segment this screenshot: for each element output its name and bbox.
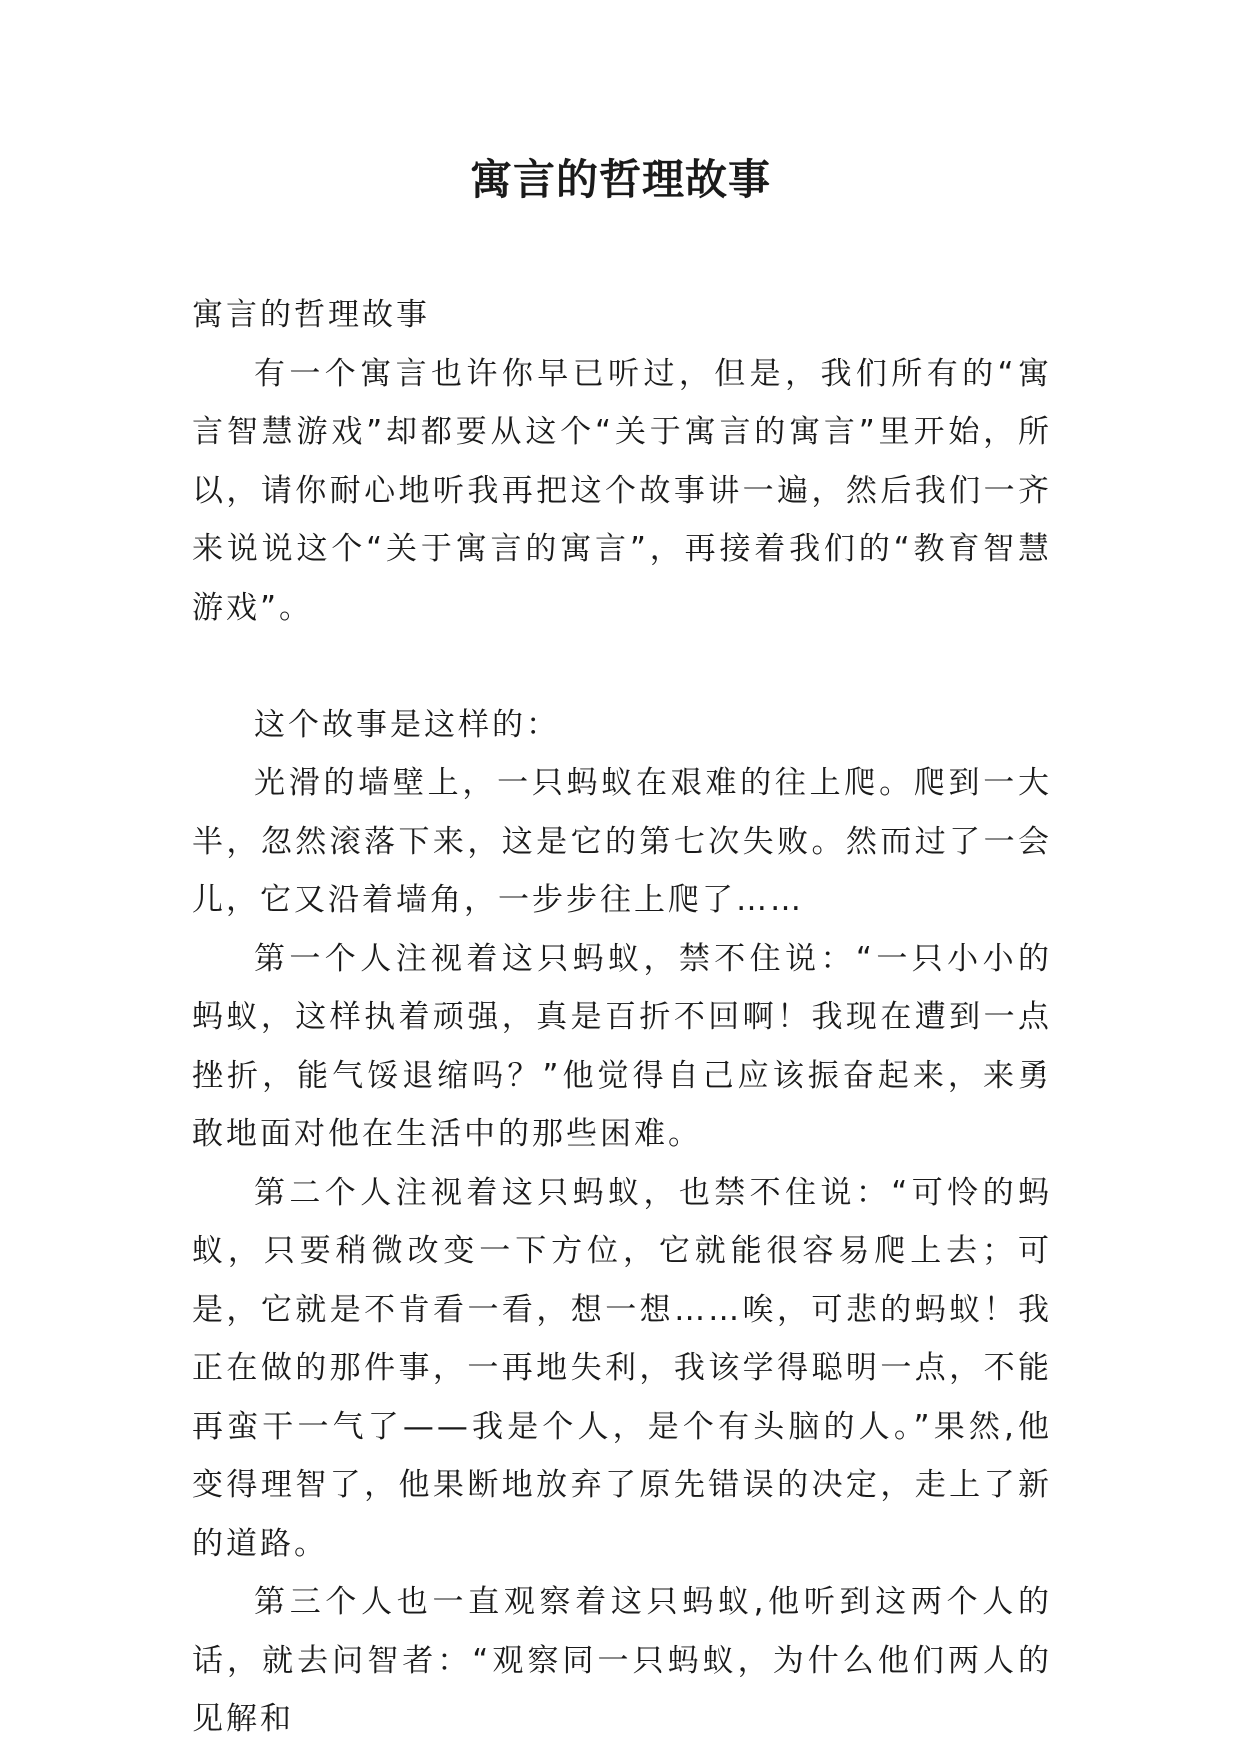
- paragraph-ant-climbing: 光滑的墙壁上，一只蚂蚁在艰难的往上爬。爬到一大半，忽然滚落下来，这是它的第七次失败。然而过了一会儿，它又沿着墙角，一步步往上爬了……: [192, 765, 1052, 918]
- section-heading: 寓言的哲理故事: [192, 297, 430, 333]
- paragraph-first-person: 第一个人注视着这只蚂蚁，禁不住说：“一只小小的蚂蚁，这样执着顽强，真是百折不回啊！我现在遭到一点挫折，能气馁退缩吗？”他觉得自己应该振奋起来，来勇敢地面对他在生活中的那些困难。: [192, 940, 1052, 1152]
- paragraph-third-person: 第三个人也一直观察着这只蚂蚁,他听到这两个人的话，就去问智者：“观察同一只蚂蚁，为什么他们两人的见解和: [192, 1584, 1052, 1737]
- paragraph-story-lead: 这个故事是这样的：: [254, 706, 560, 743]
- document-title: 寓言的哲理故事: [469, 155, 771, 204]
- document-body: [192, 286, 1052, 1749]
- blank-line: [192, 637, 1052, 696]
- paragraph-second-person: 第二个人注视着这只蚂蚁，也禁不住说：“可怜的蚂蚁，只要稍微改变一下方位，它就能很容易爬上去；可是，它就是不肯看一看，想一想……唉，可悲的蚂蚁！我正在做的那件事，一再地失利，我该学得聪明一点，不能再蛮干一气了——我是个人，是个有头脑的人。”果然,他变得理智了，他果断地放弃了原先错误的决定，走上了新的道路。: [192, 1174, 1052, 1562]
- paragraph-intro: 有一个寓言也许你早已听过，但是，我们所有的“寓言智慧游戏”却都要从这个“关于寓言的寓言”里开始，所以，请你耐心地听我再把这个故事讲一遍，然后我们一齐来说说这个“关于寓言的寓言”，再接着我们的“教育智慧游戏”。: [192, 355, 1052, 626]
